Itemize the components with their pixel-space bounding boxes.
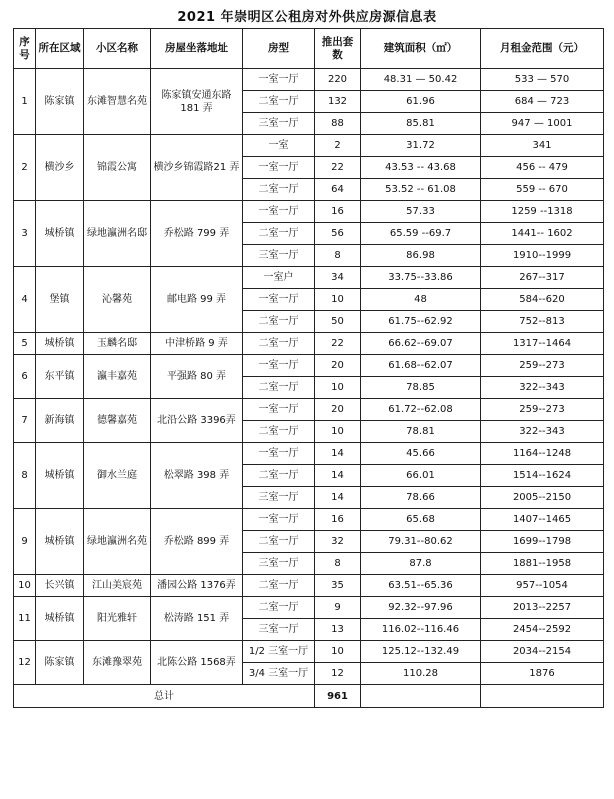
row-size: 79.31--80.62 (361, 531, 481, 553)
row-area: 东平镇 (36, 355, 84, 399)
row-rent: 2005--2150 (481, 487, 604, 509)
row-type: 一室一厅 (243, 157, 315, 179)
row-community: 东滩豫翠苑 (84, 641, 151, 685)
row-count: 10 (315, 641, 361, 663)
row-number: 6 (14, 355, 36, 399)
row-rent: 1699--1798 (481, 531, 604, 553)
row-type: 二室一厅 (243, 421, 315, 443)
row-type: 一室一厅 (243, 509, 315, 531)
row-number: 8 (14, 443, 36, 509)
row-rent: 1164--1248 (481, 443, 604, 465)
row-community: 玉麟名邸 (84, 333, 151, 355)
header-name: 小区名称 (84, 29, 151, 69)
row-rent: 1441-- 1602 (481, 223, 604, 245)
row-type: 三室一厅 (243, 553, 315, 575)
row-rent: 2013--2257 (481, 597, 604, 619)
row-count: 16 (315, 509, 361, 531)
total-label: 总计 (14, 685, 315, 708)
row-rent: 267--317 (481, 267, 604, 289)
row-size: 61.75--62.92 (361, 311, 481, 333)
row-type: 二室一厅 (243, 223, 315, 245)
row-address: 平强路 80 弄 (151, 355, 243, 399)
table-row (14, 201, 604, 223)
row-rent: 684 — 723 (481, 91, 604, 113)
row-area: 城桥镇 (36, 509, 84, 575)
row-size: 110.28 (361, 663, 481, 685)
row-address: 陈家镇安通东路181 弄 (151, 69, 243, 135)
row-count: 10 (315, 377, 361, 399)
housing-table (13, 28, 604, 708)
row-community: 东滩智慧名苑 (84, 69, 151, 135)
row-size: 65.59 --69.7 (361, 223, 481, 245)
row-count: 34 (315, 267, 361, 289)
row-count: 2 (315, 135, 361, 157)
total-row (14, 685, 604, 708)
row-count: 9 (315, 597, 361, 619)
row-count: 64 (315, 179, 361, 201)
header-type: 房型 (243, 29, 315, 69)
row-community: 江山美宸苑 (84, 575, 151, 597)
row-number: 4 (14, 267, 36, 333)
row-rent: 259--273 (481, 399, 604, 421)
row-size: 61.72--62.08 (361, 399, 481, 421)
row-community: 御水兰庭 (84, 443, 151, 509)
row-type: 三室一厅 (243, 619, 315, 641)
header-row (14, 29, 604, 69)
table-row (14, 575, 604, 597)
row-community: 沁馨苑 (84, 267, 151, 333)
row-count: 20 (315, 399, 361, 421)
row-area: 城桥镇 (36, 333, 84, 355)
row-size: 87.8 (361, 553, 481, 575)
row-size: 78.85 (361, 377, 481, 399)
row-count: 14 (315, 465, 361, 487)
header-address: 房屋坐落地址 (151, 29, 243, 69)
row-count: 14 (315, 443, 361, 465)
row-count: 35 (315, 575, 361, 597)
row-rent: 1259 --1318 (481, 201, 604, 223)
row-size: 45.66 (361, 443, 481, 465)
total-empty-size (361, 685, 481, 708)
row-type: 1/2 三室一厅 (243, 641, 315, 663)
row-type: 一室一厅 (243, 443, 315, 465)
row-community: 绿地瀛洲名苑 (84, 509, 151, 575)
row-community: 瀛丰嘉苑 (84, 355, 151, 399)
row-address: 乔松路 899 弄 (151, 509, 243, 575)
table-row (14, 399, 604, 421)
header-rent: 月租金范围（元） (481, 29, 604, 69)
row-area: 陈家镇 (36, 69, 84, 135)
row-count: 8 (315, 553, 361, 575)
row-community: 德馨嘉苑 (84, 399, 151, 443)
row-number: 1 (14, 69, 36, 135)
table-row (14, 509, 604, 531)
row-area: 长兴镇 (36, 575, 84, 597)
table-row (14, 641, 604, 663)
row-type: 二室一厅 (243, 333, 315, 355)
table-row (14, 267, 604, 289)
header-no: 序号 (14, 29, 36, 69)
row-size: 85.81 (361, 113, 481, 135)
row-rent: 957--1054 (481, 575, 604, 597)
row-count: 13 (315, 619, 361, 641)
row-rent: 341 (481, 135, 604, 157)
row-rent: 1407--1465 (481, 509, 604, 531)
row-community: 锦霞公寓 (84, 135, 151, 201)
row-count: 10 (315, 289, 361, 311)
row-count: 220 (315, 69, 361, 91)
row-size: 65.68 (361, 509, 481, 531)
row-count: 56 (315, 223, 361, 245)
row-rent: 322--343 (481, 377, 604, 399)
row-rent: 1514--1624 (481, 465, 604, 487)
row-type: 二室一厅 (243, 179, 315, 201)
row-type: 二室一厅 (243, 575, 315, 597)
row-count: 22 (315, 333, 361, 355)
row-size: 66.62--69.07 (361, 333, 481, 355)
row-area: 城桥镇 (36, 443, 84, 509)
row-size: 61.68--62.07 (361, 355, 481, 377)
header-area: 所在区域 (36, 29, 84, 69)
row-count: 20 (315, 355, 361, 377)
header-count: 推出套数 (315, 29, 361, 69)
table-row (14, 443, 604, 465)
table-row (14, 69, 604, 91)
row-area: 陈家镇 (36, 641, 84, 685)
row-count: 16 (315, 201, 361, 223)
row-type: 一室 (243, 135, 315, 157)
row-size: 61.96 (361, 91, 481, 113)
total-empty-rent (481, 685, 604, 708)
row-size: 92.32--97.96 (361, 597, 481, 619)
row-rent: 752--813 (481, 311, 604, 333)
row-area: 城桥镇 (36, 597, 84, 641)
table-title: 2021 年崇明区公租房对外供应房源信息表 (177, 10, 437, 25)
row-type: 二室一厅 (243, 531, 315, 553)
table-row (14, 135, 604, 157)
row-address: 中津桥路 9 弄 (151, 333, 243, 355)
row-type: 二室一厅 (243, 311, 315, 333)
row-rent: 584--620 (481, 289, 604, 311)
row-size: 63.51--65.36 (361, 575, 481, 597)
row-address: 乔松路 799 弄 (151, 201, 243, 267)
row-count: 10 (315, 421, 361, 443)
row-count: 88 (315, 113, 361, 135)
row-rent: 1876 (481, 663, 604, 685)
row-address: 北陈公路 1568弄 (151, 641, 243, 685)
row-rent: 2034--2154 (481, 641, 604, 663)
row-size: 48 (361, 289, 481, 311)
row-rent: 1317--1464 (481, 333, 604, 355)
row-address: 松涛路 151 弄 (151, 597, 243, 641)
row-area: 堡镇 (36, 267, 84, 333)
row-area: 新海镇 (36, 399, 84, 443)
row-area: 横沙乡 (36, 135, 84, 201)
row-type: 二室一厅 (243, 465, 315, 487)
row-address: 北沿公路 3396弄 (151, 399, 243, 443)
row-community: 阳光雅轩 (84, 597, 151, 641)
row-rent: 947 — 1001 (481, 113, 604, 135)
row-size: 48.31 — 50.42 (361, 69, 481, 91)
table-row (14, 597, 604, 619)
row-type: 三室一厅 (243, 113, 315, 135)
row-number: 7 (14, 399, 36, 443)
row-size: 43.53 -- 43.68 (361, 157, 481, 179)
row-rent: 559 -- 670 (481, 179, 604, 201)
row-number: 12 (14, 641, 36, 685)
row-count: 12 (315, 663, 361, 685)
row-count: 8 (315, 245, 361, 267)
row-rent: 1881--1958 (481, 553, 604, 575)
row-size: 125.12--132.49 (361, 641, 481, 663)
row-type: 一室一厅 (243, 399, 315, 421)
row-size: 78.66 (361, 487, 481, 509)
row-size: 78.81 (361, 421, 481, 443)
row-address: 横沙乡锦霞路21 弄 (151, 135, 243, 201)
row-type: 3/4 三室一厅 (243, 663, 315, 685)
row-type: 二室一厅 (243, 91, 315, 113)
row-number: 3 (14, 201, 36, 267)
row-address: 松翠路 398 弄 (151, 443, 243, 509)
table-row (14, 355, 604, 377)
row-type: 三室一厅 (243, 487, 315, 509)
row-type: 一室一厅 (243, 201, 315, 223)
row-count: 50 (315, 311, 361, 333)
row-size: 57.33 (361, 201, 481, 223)
total-count: 961 (315, 685, 361, 708)
row-count: 14 (315, 487, 361, 509)
row-type: 二室一厅 (243, 377, 315, 399)
row-type: 一室户 (243, 267, 315, 289)
row-number: 10 (14, 575, 36, 597)
row-type: 一室一厅 (243, 69, 315, 91)
row-address: 潘园公路 1376弄 (151, 575, 243, 597)
row-count: 132 (315, 91, 361, 113)
row-community: 绿地瀛洲名邸 (84, 201, 151, 267)
row-count: 32 (315, 531, 361, 553)
table-row (14, 333, 604, 355)
row-rent: 322--343 (481, 421, 604, 443)
row-rent: 456 -- 479 (481, 157, 604, 179)
row-number: 5 (14, 333, 36, 355)
row-type: 二室一厅 (243, 597, 315, 619)
row-number: 2 (14, 135, 36, 201)
row-rent: 1910--1999 (481, 245, 604, 267)
row-size: 33.75--33.86 (361, 267, 481, 289)
row-type: 一室一厅 (243, 289, 315, 311)
row-size: 31.72 (361, 135, 481, 157)
row-rent: 259--273 (481, 355, 604, 377)
row-count: 22 (315, 157, 361, 179)
row-area: 城桥镇 (36, 201, 84, 267)
row-type: 三室一厅 (243, 245, 315, 267)
row-size: 116.02--116.46 (361, 619, 481, 641)
row-address: 邮电路 99 弄 (151, 267, 243, 333)
row-size: 53.52 -- 61.08 (361, 179, 481, 201)
row-number: 11 (14, 597, 36, 641)
row-size: 66.01 (361, 465, 481, 487)
row-size: 86.98 (361, 245, 481, 267)
row-rent: 533 — 570 (481, 69, 604, 91)
row-type: 一室一厅 (243, 355, 315, 377)
header-size: 建筑面积（㎡） (361, 29, 481, 69)
row-rent: 2454--2592 (481, 619, 604, 641)
row-number: 9 (14, 509, 36, 575)
